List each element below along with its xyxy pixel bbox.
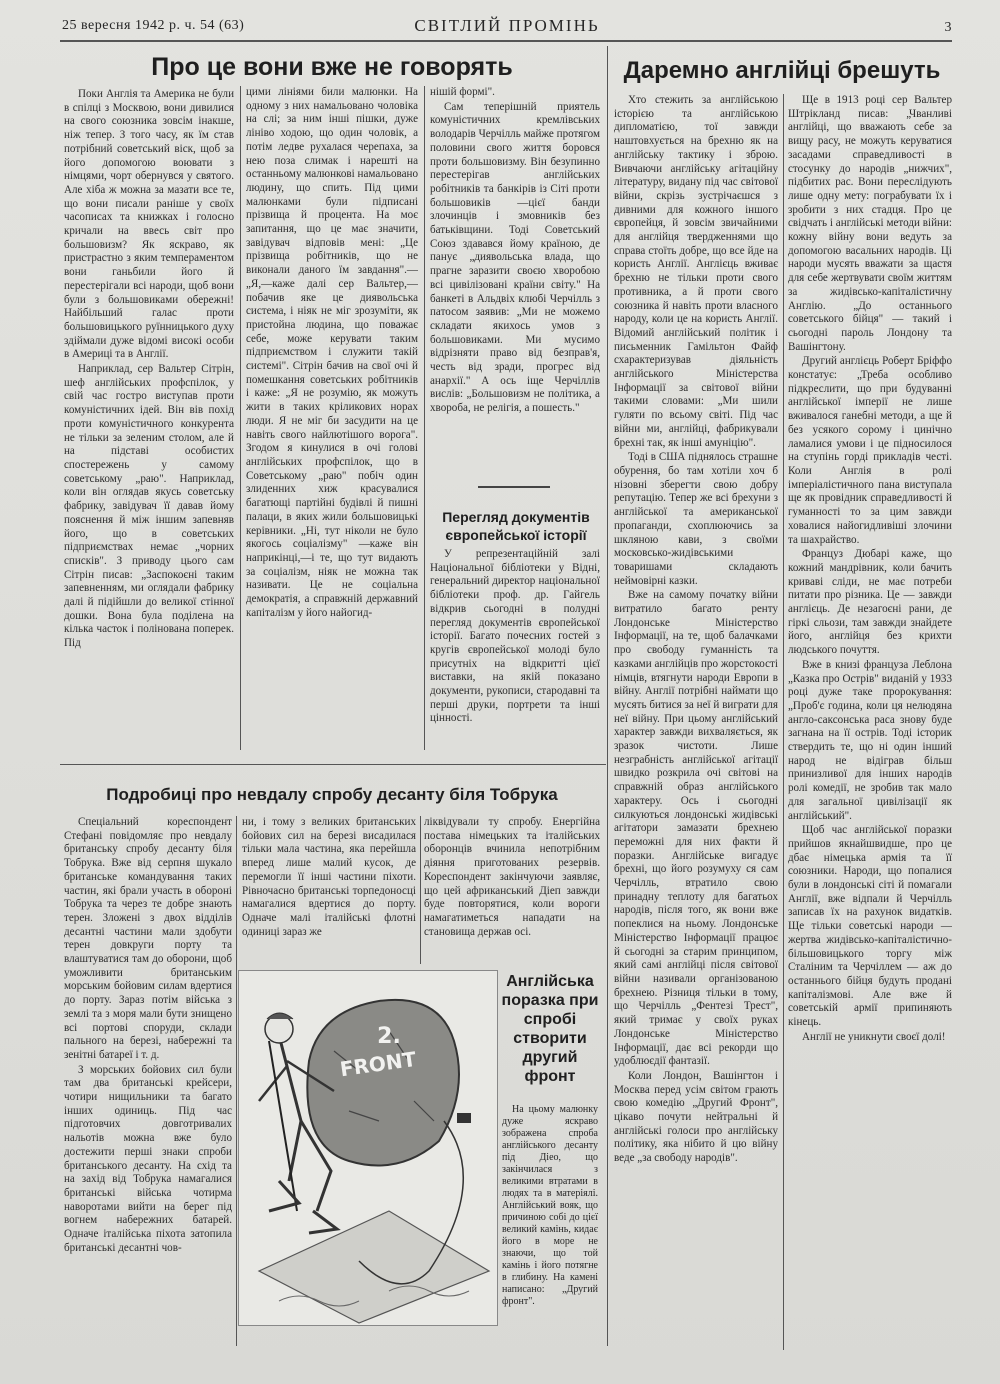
masthead [62, 14, 952, 40]
section-rule [607, 46, 608, 1346]
soldier-legs [269, 1181, 337, 1233]
paragraph: Поки Англія та Америка не були в спілці з Москвою, вони дивилися на свого союзника зовсім інакше, ніж тепер. З того часу, як їм став потрібний советський віск, щоб за його допомогою воювати з німцями, чорт обернувся у святого. Але хіба ж можна за мазати все те, що вони писали раніше у своїх часописах та книжках і голосно кричали на ввесь світ про большовизм? Як яскраво, як пристрастно з яким темпераментом вони ганьбили його й перестерігали всі народи, щоб вони були з большовиками обережні! Найбільший галас проти большовицького руїнницького духу здіймали дуже відомі високі особи в Америці та в Англії. [64, 88, 234, 361]
article4-col2 [242, 816, 416, 964]
issue-date: 25 вересня 1942 р. ч. 54 (63) [62, 18, 245, 33]
paragraph: ни, і тому з великих британських бойових сил на березі висадилася тільки мала частина, яка перейшла вперед лише малий кусок, де перемогли її інші частини піхоти. Рівночасно британські торпедоносці намагалися вдертися до порту. Одначе малі італійські флотні одиниці зараз же [242, 816, 416, 938]
section-rule [60, 764, 606, 765]
soldier-helmet [267, 1013, 293, 1019]
article2-body [430, 548, 600, 750]
separator [478, 486, 550, 488]
paragraph: Спеціальний кореспондент Стефані повідомляє про невдалу британську спробу десанту біля Тобрука. Вже від серпня шукало британське командування таких частин, які брали участь в обороні Тобрука та через те добре знають терен. Зложені з двох відділів десантні частини мали здобути терен довкруги порту та влаштуватися там до оборони, щоб уможливити британським морським бойовим силам вдертися до порту. Зараз потім війська з землі та з моря мали бути знищено всі портові споруди, склади пального на березі, набережні та зенітні батареї і т. д. [64, 816, 232, 1061]
cartoon-illustration [238, 970, 498, 1326]
paragraph: Француз Дюбарі каже, що кожний мандрівник, коли бачить криваві сліди, не має потреби питати про різника. Це — завжди англієць. Де незагоєні рани, де гіркі сльози, там завжди знайдете його, англійця без крихти людського почуття. [788, 548, 952, 657]
paragraph: Наприклад, сер Вальтер Сітрін, шеф англійських профспілок, у свій час гостро виступав проти комуністичних ідей. Він вів похід проти комуністичного конкурента не тільки за зеленим столом, але й на підставі особистих спостережень у самому советському „раю". Наприклад, коли він оглядав якусь советську фабрику, завідувач її давав йому пояснення й між іншим запевняв його, що в советських підприємствах немає „чорних списків". З приводу цього сам Сітрін писав: „Заспокоєні таким запевненням, ми оглядали фабрику далі й підійшли до великої стінної дошки. Вона була поділена на кілька часток і полінована поперек. Під [64, 363, 234, 650]
paragraph: Ще в 1913 році сер Вальтер Штрікланд писав: „Чванливі англійці, що вважають себе за вищу расу, не можуть керуватися засадами справедливості в стосунку до народів „нижчих", підбитих рас. Вони переслідують лише одну мету: пограбувати їх і зробити з них стадця. Про це свідчать і англійські методи війни: кожну війну вони ведуть за допомогою васальних народів. Ці народи мусять вважати за щастя для себе жертвувати своїм життям за жидівсько-капіталістичну Англію. „До останнього советського бійця" — такий і сьогодні пароль Лондону та Вашінгтону. [788, 94, 952, 353]
stone-label-word: FRONT [338, 1046, 418, 1082]
paragraph: Хто стежить за англійською історією та англійською дипломатією, тої завжди наштовхується на брехню як на англійську тактику і зброю. Вивчаючи англійську агітаційну літературу, видану під час світової війни, скрізь зустрічаєшся з дивними для кожного іншого європейця, й зовсім звичайними для англійця твердженнями що справа стоїть добре, що все йде на користь Англії. Англієць вживає брехню не тільки проти свого противника, а й проти свого союзника й навіть проти власного народу, коли це на користь Англії. Відомий англійський політик і письменник Гамільтон Файф схарактеризував діяльність англійського Міністерства Інформації за світової війни такими словами: „Ми шили гуляти по всьому світі. Під час війни ми, англійці, фабрикували брехні так, як інші амуніцію". [614, 94, 778, 449]
stone-label-number: 2. [377, 1024, 401, 1049]
paper-name: СВІТЛИЙ ПРОМІНЬ [414, 16, 600, 35]
paragraph: З морських бойових сил були там два британські крейсери, чотири нищильники та багато інших одиниць. Під час підготовчих довготривалих нальотів можна вже було достежити перші знаки спроби британського десанту. На схід та на захід від Тобрука намагалися британські війська чотирма наворотами вийти на берег під вогнем набережних батарей. Одначе італійська піхота затопила британські десантні чов- [64, 1063, 232, 1254]
paragraph: Другий англієць Роберт Бріффо констатує: „Треба особливо підкреслити, що при будуванні англійської імперії не лише вживалося ганебні методи, а ще й без усякого сорому і цинічно ламалися умови і це підносилося на ступінь горді прикладів честі. Коли Англія в ролі імперіалістичного пана виступала ще як провідник справедливості й гуманності то за цим завжди ховалися найогидливіші злочини та шахрайство. [788, 355, 952, 546]
column-rule [424, 86, 425, 750]
article4-title: Подробиці про невдалу спробу десанту біля Тобрука [106, 785, 558, 804]
article1-col1 [64, 88, 234, 750]
column-rule [236, 816, 237, 1346]
cartoon-drawing [239, 971, 497, 1325]
paragraph: Англії не уникнути своєї долі! [802, 1030, 946, 1043]
article4-col3 [424, 816, 600, 964]
masthead-rule [60, 40, 952, 42]
column-rule [420, 816, 421, 964]
paragraph: ліквідували ту спробу. Енергійна постава німецьких та італійських оборонців вчинила непотрібним діяння приготованих резервів. Кореспондент закінчуючи заявляє, що цей африканський Діеп завжди буде повторятися, коли вороги намагатиметься нападати на становища держав осі. [424, 816, 600, 938]
article1-title: Про це вони вже не говорять [151, 53, 513, 81]
article3-col1 [614, 94, 778, 1350]
soldier-head [265, 1015, 293, 1043]
paragraph: Тоді в США піднялось страшне обурення, бо там хотіли хоч б нізовні зберегти свою добру репутацію. Тепер же всі брехуни з англійської та американської пропаганди, схоплюючись за шкляною кави, з своїми московсько-жидівськими товаришами складають неймовірні казки. [614, 451, 778, 587]
column-rule [240, 86, 241, 750]
platform-shape [259, 1211, 489, 1323]
paragraph: Коли Лондон, Вашінгтон і Москва перед усім світом грають свою комедію „Другий Фронт", цікаво почути нейтральні й англійські голоси про англійську політику, яка нібито й цю війну веде „за свободу народів". [614, 1069, 778, 1165]
small-tag [457, 1113, 471, 1123]
page-number: 3 [944, 20, 952, 35]
paragraph: нішій формі". [430, 86, 495, 98]
paragraph: цими лініями били малюнки. На одному з них намальовано чоловіка на слі; за ним інші пішки, дуже лініво ходою, що один чоловік, а потім ледве рухалася черепаха, за нею поза слимак і нарешті на останньому малюнкові намальовано людину, що спить. Під цими малюнками були підписані прізвища й процента. На моє запитання, що це має значити, завідувач відповів мені: „Це прізвища робітників, що не виконали даного їм завдання".— „Я,—каже далі сер Вальтер,—побачив яке це диявольська система, і ніяк не міг зрозуміти, як пристойна людина, що поважає себе, може керувати таким підприємством і служити такій системі". Сітрін бачив на свої очі й помешкання советських робітників і каже: „Я не розумію, як можуть жити в таких кріликових норах люди. Я не міг би засудити на це навіть свого найлютішого ворога". Згодом я кинулися в очі голові англійських профспілок, що в Советському „раю" побіч один злиденних хиж красувалися багатющі партійні будівлі й пишні палаци, в яких жили большовицькі керівники. „Ні, тут ніколи не було якогось соціалізму" —каже він наприкінці,—і те, що тут видають за соціалізм, ніяк не можна так називати. Це не соціальна демократія, а справжній державний капіталізм у його найогид- [246, 86, 418, 619]
illustration-caption [502, 1104, 598, 1308]
sidebar-title: Англійська поразка при спробі створити другий фронт [501, 973, 599, 1085]
paragraph: Вже на самому початку війни витратило багато ренту Лондонське Міністерство Інформації, на те, щоб балачками про свободу гуманність та казками англійців про жорстокості німців, втягнути народи Европи в війну. Англії потрібні наймати що мусять битися за неї й виграти для неї війну. При цьому англійський характер завжди вихваляється, як зразок чистоти. Лише незграбність англійської агітації швидко розкрила очі світові на справжній образ англійського характеру. Ось і сьогодні силкуються лондонські жидівські агітатори замазати брехнею переможні для них факти й поразки. Англійське вигадує брехні, що його розумуху ся сам Черчілль, втратило свою принадну теплоту для багатьох народів, після того, як вони вже попеклися на ньому. Лондонське Міністерство Інформації працює й сьогодні за старим принципом, який самі англійці після світової війни називали організованою брехнею. Різниця тільки в тому, що Черчілль „Фентезі Трест", який тримає у своїх руках Лондонське Міністерство Інформації, дає всі рекорди що удоблюєдії фантазії. [614, 589, 778, 1068]
caption-text: На цьому малюнку дуже яскраво зображена спроба англійського десанту під Діео, що закінчилася з великими втратами в людях та в матеріялі. Англійський вояк, що причиною собі до цієї великий камінь, кидає його в море не знаючи, що той камінь і його потягне в глибину. На камені написано: „Другий фронт". [502, 1104, 598, 1307]
paragraph: У репрезентаційній залі Національної бібліотеки у Відні, генеральний директор національної бібліотеки проф. др. Гайгель відкрив сьогодні в полудні перегляд документів європейської історії. Багато почесних гостей з кругів європейської молоді було присутніх на відкритті цієї виставки, на якій показано документи, рукописи, стародавні та перші друки, портрети та інші цінності. [430, 548, 600, 725]
column-rule [783, 94, 784, 1350]
article2-title: Перегляд документів європейської історії [442, 509, 590, 543]
article1-col3 [430, 86, 600, 476]
paragraph: Вже в книзі француза Леблона „Казка про Острів" виданій у 1933 році дуже таке пророкування: „Проб'є година, коли ця нелюдяна англо-саксонська раса знову буде загнана на її острів. Тоді історик ствердить те, що ні один інший народ не відіграв більш принизливої для інших народів ролі комедії, не зробив так мало для загальної цивілізації як англійський". [788, 658, 952, 822]
paragraph: Щоб час англійської поразки прийшов якнайшвидше, про це дбає німецька армія та її союзники. Народи, що попалися були в лондонські сіті й помагали Англії, вже відпали й Черчілль записав їх на рахунок видатків. Ще тільки советські народи — жертва жидівсько-капіталістично-більшовицького торгу між Сталіним та Черчіллем — аж до останнього бійця будуть продані капіталізмові. Але вже й советській армії припиняють кінець. [788, 824, 952, 1029]
article4-col1 [64, 816, 232, 1346]
paragraph: Сам теперішній приятель комуністичних кремлівських володарів Черчілль майже протягом половини свого життя боровся проти большовизму. Він безупинно перестерігав англійських робітників та банкірів із Сіті проти большовиків —цієї банди злочинців і змовників без батьківщини. Тоді Советський Союз здавався йому країною, де панує „диявольська влада, що прагне заразити своєю хворобою всі цивілізовані країни світу." На банкеті в Альдвіх клюбі Черчілль з патосом заявив: „Ми не можемо складати якихось умов з большовиками. Ми мусимо відрізняти право від безправ'я, честь від зради, прогрес від анархії." А ось іще Черчіллів вислів: „Большовизм не політика, а хвороба, не релігія, а пошесть." [430, 100, 600, 415]
article1-col2 [246, 86, 418, 750]
article3-title: Даремно англійці брешуть [623, 57, 941, 84]
article3-col2 [788, 94, 952, 1350]
